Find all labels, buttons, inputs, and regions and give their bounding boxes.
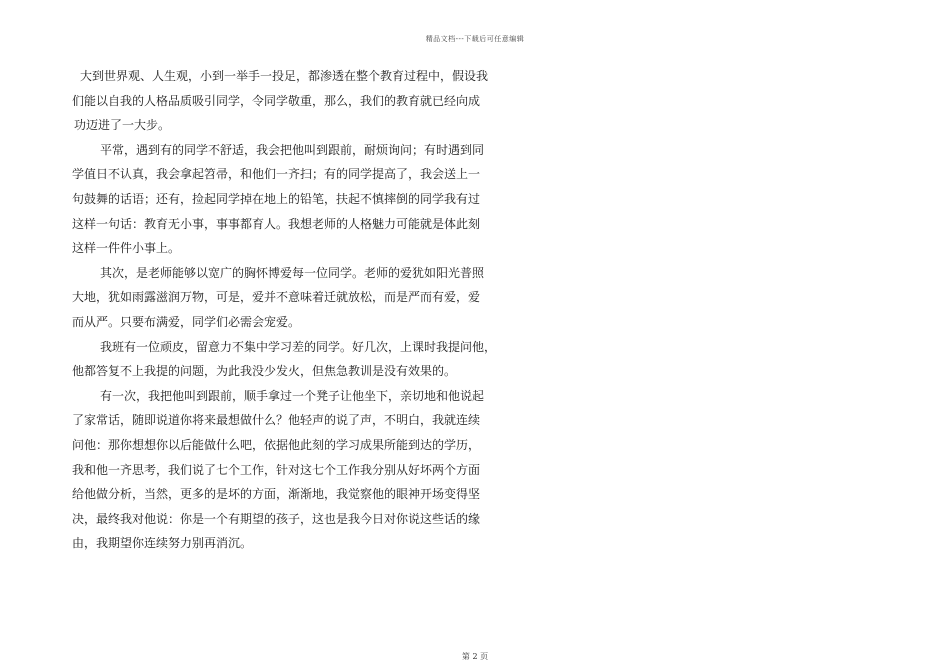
- document-body: [72, 64, 497, 556]
- text-line: 问他：那你想想你以后能做什么吧，依据他此刻的学习成果所能到达的学历，: [72, 437, 481, 452]
- text-line: 我班有一位顽皮，留意力不集中学习差的同学。好几次，上课时我提问他，: [100, 339, 497, 354]
- text-line: 而从严。只要布满爱，同学们必需会宠爱。: [72, 314, 301, 329]
- text-line: 其次，是老师能够以宽广的胸怀博爱每一位同学。老师的爱犹如阳光普照: [100, 265, 485, 280]
- text-line: 大地，犹如雨露滋润万物，可是，爱并不意味着迁就放松，而是严而有爱，爱: [72, 290, 481, 305]
- text-line: 学值日不认真，我会拿起笤帚，和他们一齐扫；有的同学提高了，我会送上一: [72, 167, 481, 182]
- text-line: 这样一句话：教育无小事，事事都育人。我想老师的人格魅力可能就是体此刻: [72, 216, 481, 231]
- text-line: 决，最终我对他说：你是一个有期望的孩子，这也是我今日对你说这些话的缘: [72, 511, 481, 526]
- text-line: 句鼓舞的话语；还有，捡起同学掉在地上的铅笔，扶起不慎摔倒的同学我有过: [72, 191, 481, 206]
- text-line: 了家常话，随即说道你将来最想做什么？他轻声的说了声，不明白，我就连续: [72, 413, 481, 428]
- text-line: 大到世界观、人生观，小到一举手一投足，都渗透在整个教育过程中，假设我: [80, 69, 489, 83]
- text-line: 有一次，我把他叫到跟前，顺手拿过一个凳子让他坐下，亲切地和他说起: [100, 388, 485, 403]
- page-number: 第 2 页: [461, 652, 489, 661]
- text-line: 这样一件件小事上。: [72, 241, 181, 256]
- text-line: 由，我期望你连续努力别再消沉。: [72, 536, 253, 551]
- text-line: 们能以自我的人格品质吸引同学，令同学敬重，那么，我们的教育就已经向成: [72, 93, 481, 108]
- text-line: 我和他一齐思考，我们说了七个工作，针对这七个工作我分别从好坏两个方面: [72, 462, 481, 477]
- text-line: 给他做分析，当然，更多的是坏的方面，渐渐地，我觉察他的眼神开场变得坚: [72, 487, 481, 502]
- text-line: 平常，遇到有的同学不舒适，我会把他叫到跟前，耐烦询问；有时遇到同: [100, 142, 485, 157]
- page-header: 精品文档---下载后可任意编辑: [425, 35, 525, 43]
- text-line: 功迈进了一大步。: [74, 118, 171, 133]
- text-line: 他都答复不上我提的问题，为此我没少发火，但焦急教训是没有效果的。: [72, 364, 457, 379]
